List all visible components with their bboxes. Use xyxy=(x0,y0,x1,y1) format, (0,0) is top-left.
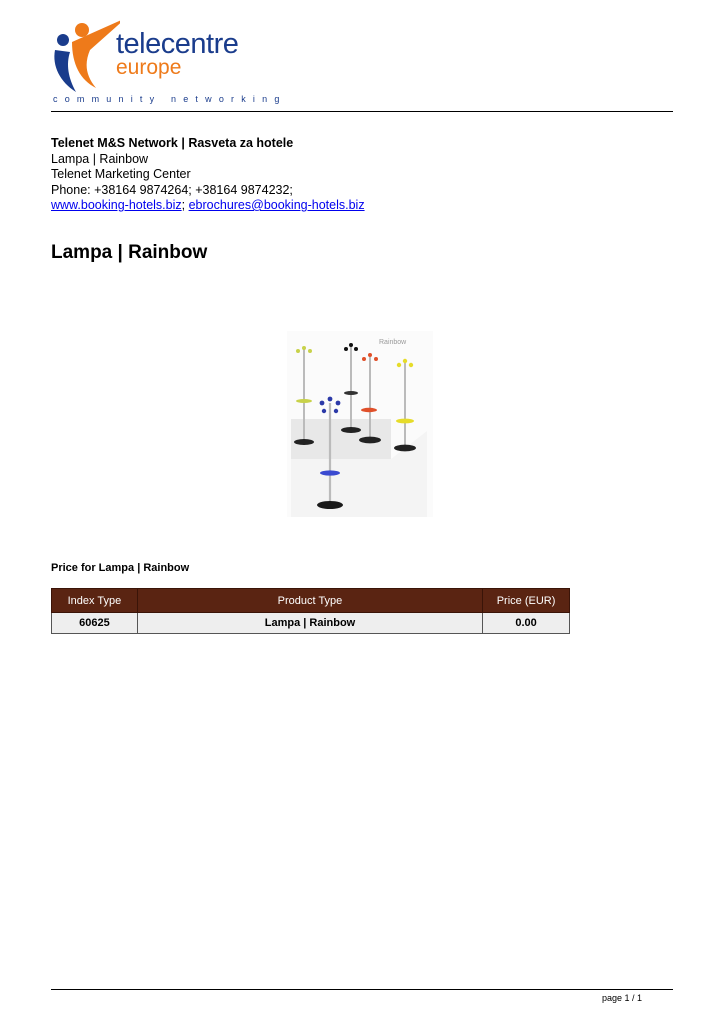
logo-figure-icon xyxy=(50,16,120,96)
footer-divider xyxy=(51,989,673,990)
image-caption: Rainbow xyxy=(379,339,407,346)
telecentre-logo xyxy=(50,16,287,108)
product-line: Lampa | Rainbow xyxy=(51,151,149,166)
cell-index: 60625 xyxy=(52,613,138,634)
contact-block xyxy=(51,136,365,214)
logo-tagline: community networking xyxy=(53,94,287,104)
company-name: Telenet M&S Network | Rasveta za hotele xyxy=(51,136,294,150)
table-row xyxy=(52,613,570,634)
header-divider xyxy=(51,111,673,112)
cell-product: Lampa | Rainbow xyxy=(137,613,482,634)
price-caption: Price for Lampa | Rainbow xyxy=(51,562,190,574)
coat-stand-product-photo-icon xyxy=(287,331,433,517)
marketing-center: Telenet Marketing Center xyxy=(51,167,191,181)
link-separator: ; xyxy=(181,198,186,212)
logo-wordmark: telecentre xyxy=(116,28,239,60)
product-image xyxy=(287,331,433,517)
phone-line: Phone: +38164 9874264; +38164 9874232; xyxy=(51,182,293,197)
price-table-header xyxy=(52,589,570,613)
price-table xyxy=(51,588,570,634)
logo-subword: europe xyxy=(116,56,182,79)
header-product-type: Product Type xyxy=(137,589,482,613)
links-line xyxy=(51,198,365,214)
email-link[interactable]: ebrochures@booking-hotels.biz xyxy=(188,198,365,212)
cell-price: 0.00 xyxy=(483,613,570,634)
header-index-type: Index Type xyxy=(52,589,138,613)
website-link[interactable]: www.booking-hotels.biz xyxy=(51,198,182,212)
page-number: page 1 / 1 xyxy=(601,993,642,1003)
page-title: Lampa | Rainbow xyxy=(51,242,208,263)
header-price: Price (EUR) xyxy=(483,589,570,613)
